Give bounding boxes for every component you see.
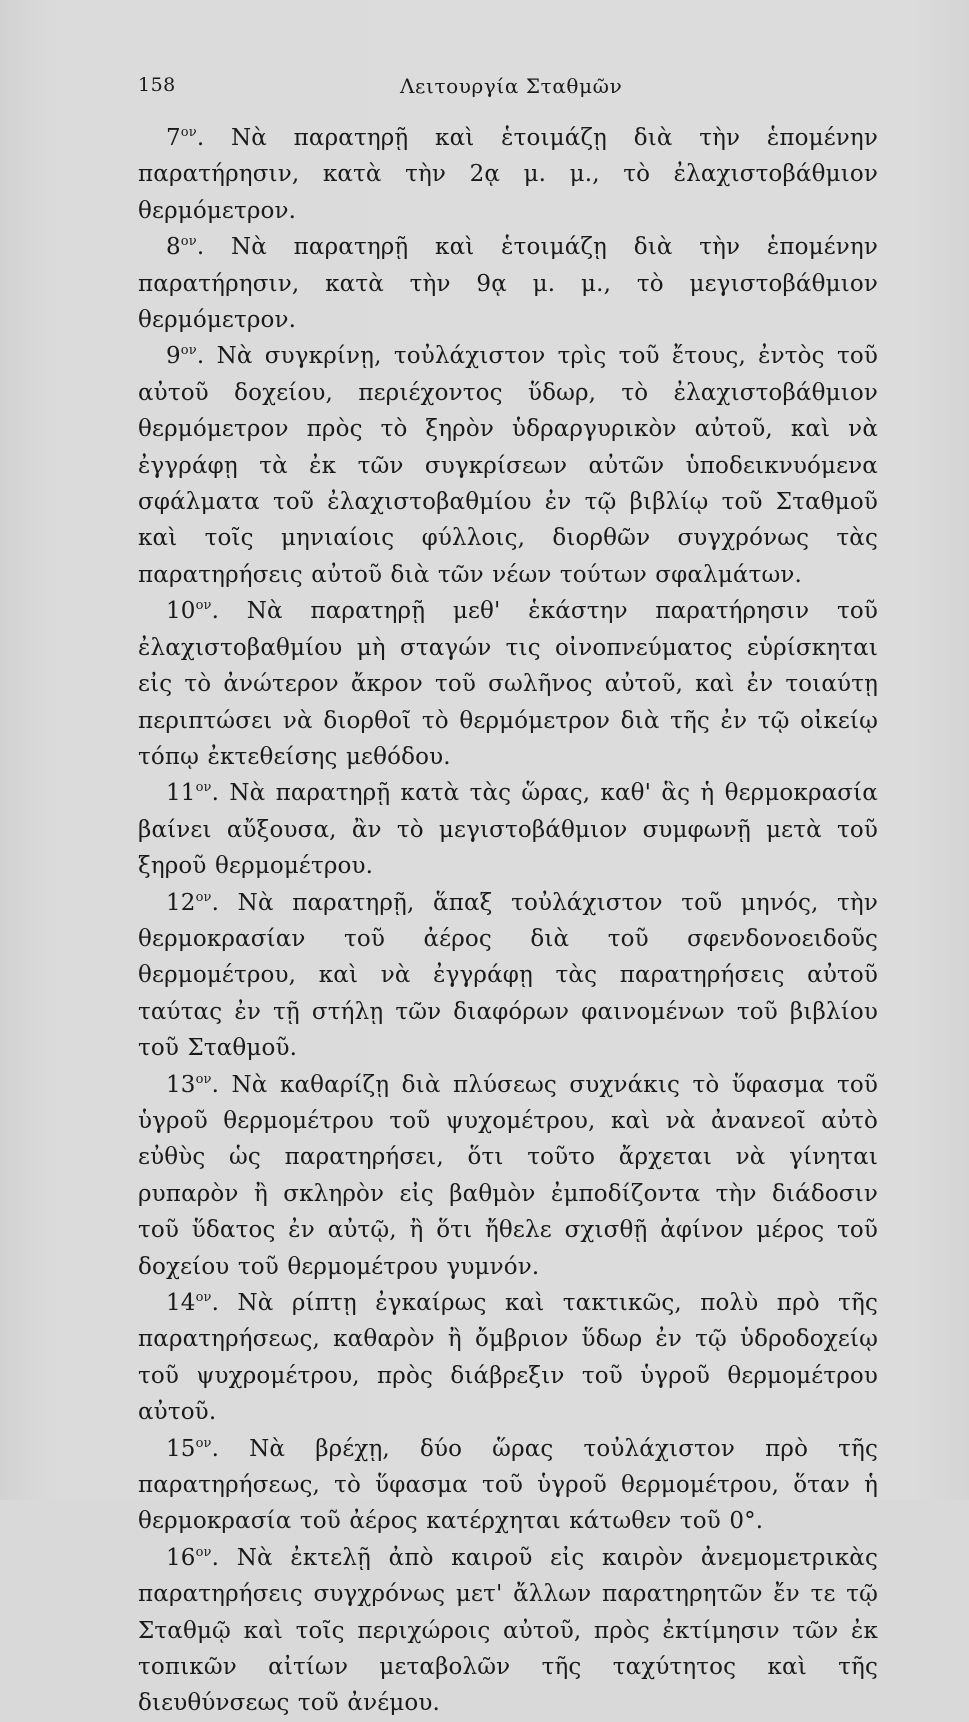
paragraph-16 bbox=[138, 1540, 878, 1722]
paragraph-text: . Νὰ παρατηρῇ καὶ ἑτοιμάζῃ διὰ τὴν ἑπομένην παρατήρησιν, κατὰ τὴν 2ᾳ μ. μ., τὸ ἐλαχιστοβάθμιον θερμόμετρον. bbox=[138, 125, 878, 224]
paragraph-text: . Νὰ καθαρίζῃ διὰ πλύσεως συχνάκις τὸ ὕφασμα τοῦ ὑγροῦ θερμομέτρου τοῦ ψυχομέτρου, καὶ νὰ ἀνανεοῖ αὐτὸ εὐθὺς ὡς παρατηρήσει, ὅτι τοῦτο ἄρχεται νὰ γίνηται ρυπαρὸν ἢ σκληρὸν εἰς βαθμὸν ἐμποδίζοντα τὴν διάδοσιν τοῦ ὕδατος ἐν αὐτῷ, ἢ ὅτι ἤθελε σχισθῇ ἀφίνον μέρος τοῦ δοχείου τοῦ θερμομέτρου γυμνόν. bbox=[138, 1071, 878, 1280]
page-body bbox=[138, 120, 878, 1722]
paragraph-text: . Νὰ παρατηρῇ, ἅπαξ τοὐλάχιστον τοῦ μηνός, τὴν θερμοκρασίαν τοῦ ἀέρος διὰ τοῦ σφενδονοειδοῦς θερμομέτρου, καὶ νὰ ἐγγράφῃ τὰς παρατηρήσεις αὐτοῦ ταύτας ἐν τῇ στήλῃ τῶν διαφόρων φαινομένων τοῦ βιβλίου τοῦ Σταθμοῦ. bbox=[138, 889, 878, 1062]
paragraph-12 bbox=[138, 885, 878, 1067]
paragraph-text: . Νὰ παρατηρῇ κατὰ τὰς ὥρας, καθ' ἃς ἡ θερμοκρασία βαίνει αὔξουσα, ἂν τὸ μεγιστοβάθμιον συμφωνῇ μετὰ τοῦ ξηροῦ θερμομέτρου. bbox=[138, 780, 878, 880]
paragraph-14 bbox=[138, 1285, 878, 1431]
paragraph-15 bbox=[138, 1431, 878, 1540]
paragraph-11 bbox=[138, 775, 878, 884]
item-number: $8^{o\nu}$ bbox=[166, 234, 197, 261]
paragraph-text: . Νὰ παρατηρῇ καὶ ἑτοιμάζῃ διὰ τὴν ἑπομένην παρατήρησιν, κατὰ τὴν 9ᾳ μ. μ., τὸ μεγιστοβάθμιον θερμόμετρον. bbox=[138, 234, 878, 334]
paragraph-text: . Νὰ βρέχῃ, δύο ὥρας τοὐλάχιστον πρὸ τῆς παρατηρήσεως, τὸ ὕφασμα τοῦ ὑγροῦ θερμομέτρου, ὅταν ἡ θερμοκρασία τοῦ ἀέρος κατέρχηται κάτωθεν τοῦ 0°. bbox=[138, 1435, 878, 1535]
running-head: Λειτουργία Σταθμῶν bbox=[400, 74, 623, 98]
item-number: $9^{o\nu}$ bbox=[166, 343, 197, 370]
paragraph-7 bbox=[138, 120, 878, 229]
item-number: $11^{o\nu}$ bbox=[166, 780, 212, 807]
item-number: $16^{o\nu}$ bbox=[166, 1544, 212, 1571]
paragraph-text: . Νὰ ἐκτελῇ ἀπὸ καιροῦ εἰς καιρὸν ἀνεμομετρικὰς παρατηρήσεις συγχρόνως μετ' ἄλλων παρατηρητῶν ἔν τε τῷ Σταθμῷ καὶ τοῖς περιχώροις αὐτοῦ, πρὸς ἐκτίμησιν τῶν ἐκ τοπικῶν αἰτίων μεταβολῶν τῆς ταχύτητος καὶ τῆς διευθύνσεως τοῦ ἀνέμου. bbox=[138, 1544, 878, 1717]
paragraph-9 bbox=[138, 338, 878, 593]
item-number: $13^{o\nu}$ bbox=[166, 1071, 212, 1098]
item-number: $10^{o\nu}$ bbox=[166, 598, 212, 625]
item-number: $14^{o\nu}$ bbox=[166, 1290, 212, 1316]
item-number: $15^{o\nu}$ bbox=[166, 1435, 212, 1462]
item-number: $7^{o\nu}$ bbox=[166, 125, 197, 151]
paragraph-8 bbox=[138, 229, 878, 338]
item-number: $12^{o\nu}$ bbox=[166, 889, 212, 916]
page-number: 158 bbox=[138, 74, 176, 96]
page-header bbox=[138, 74, 878, 104]
paragraph-text: . Νὰ συγκρίνῃ, τοὐλάχιστον τρὶς τοῦ ἔτους, ἐντὸς τοῦ αὐτοῦ δοχείου, περιέχοντος ὕδωρ, τὸ ἐλαχιστοβάθμιον θερμόμετρον πρὸς τὸ ξηρὸν ὑδραργυρικὸν αὐτοῦ, καὶ νὰ ἐγγράφῃ τὰ ἐκ τῶν συγκρίσεων αὐτῶν ὑποδεικνυόμενα σφάλματα τοῦ ἐλαχιστοβαθμίου ἐν τῷ βιβλίῳ τοῦ Σταθμοῦ καὶ τοῖς μηνιαίοις φύλλοις, διορθῶν συγχρόνως τὰς παρατηρήσεις αὐτοῦ διὰ τῶν νέων τούτων σφαλμάτων. bbox=[138, 343, 878, 588]
paragraph-text: . Νὰ παρατηρῇ μεθ' ἑκάστην παρατήρησιν τοῦ ἐλαχιστοβαθμίου μὴ σταγών τις οἰνοπνεύματος εὑρίσκηται εἰς τὸ ἀνώτερον ἄκρον τοῦ σωλῆνος αὐτοῦ, καὶ ἐν τοιαύτῃ περιπτώσει νὰ διορθοῖ τὸ θερμόμετρον διὰ τῆς ἐν τῷ οἰκείῳ τόπῳ ἐκτεθείσης μεθόδου. bbox=[138, 598, 878, 770]
paragraph-13 bbox=[138, 1067, 878, 1285]
paragraph-text: . Νὰ ρίπτῃ ἐγκαίρως καὶ τακτικῶς, πολὺ πρὸ τῆς παρατηρήσεως, καθαρὸν ἢ ὄμβριον ὕδωρ ἐν τῷ ὑδροδοχείῳ τοῦ ψυχρομέτρου, πρὸς διάβρεξιν τοῦ ὑγροῦ θερμομέτρου αὐτοῦ. bbox=[138, 1290, 878, 1426]
paragraph-10 bbox=[138, 593, 878, 775]
